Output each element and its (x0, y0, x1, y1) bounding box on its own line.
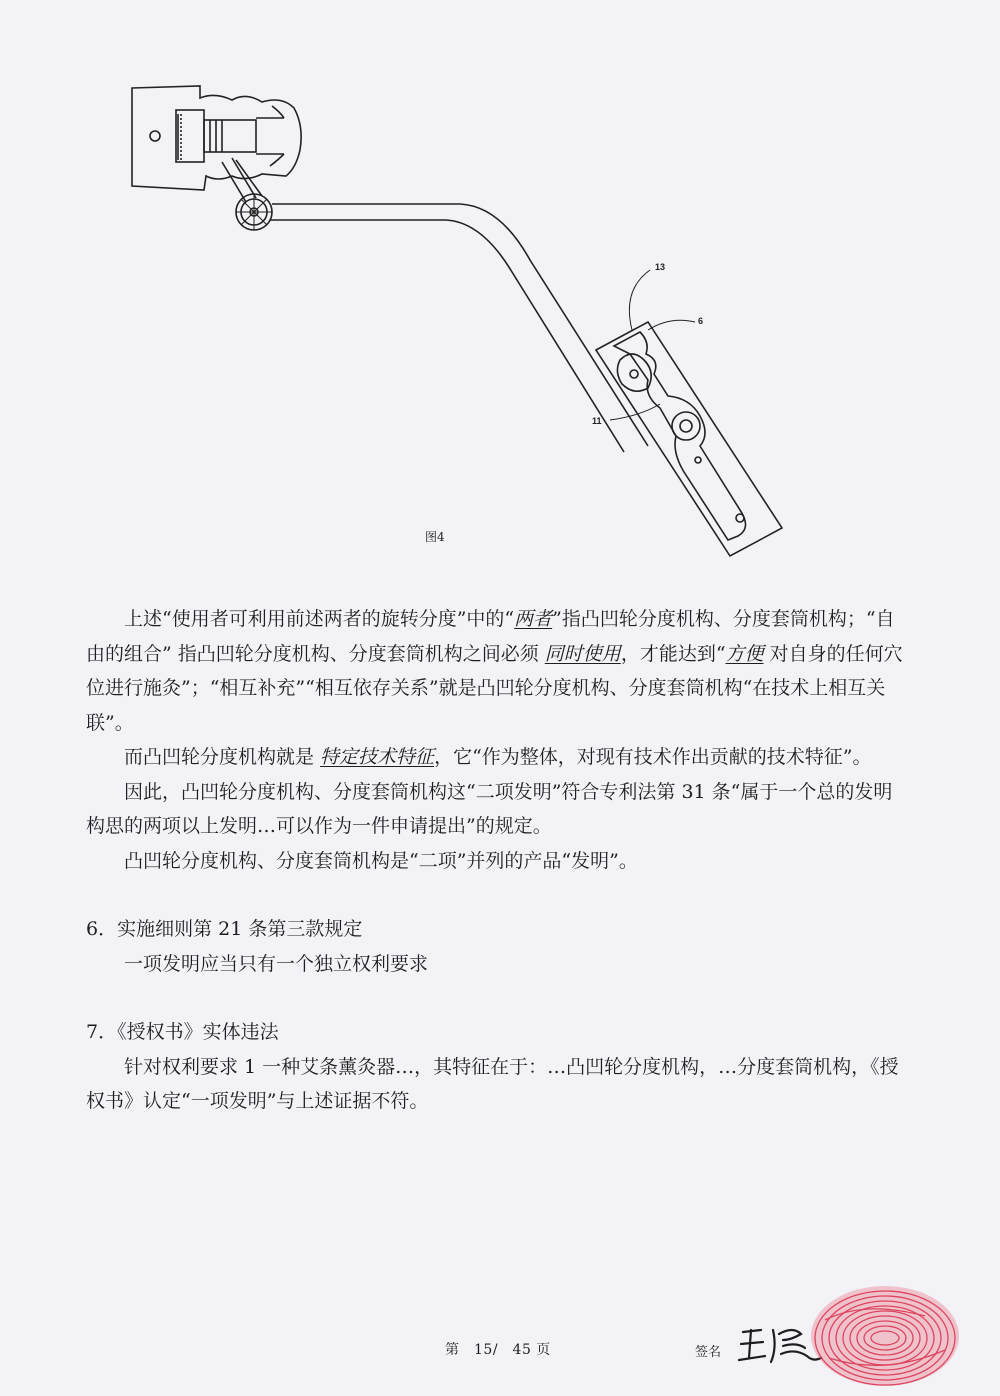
page-number: 第 15/ 45 页 (445, 1342, 551, 1358)
paragraph-2 (86, 740, 906, 775)
emphasis-term: 同时使用 (544, 642, 621, 665)
text-run: 对自身的任何穴位进行施灸”；“相互补充”“相互依存关系”就是凸凹轮分度机构、分度套筒机构“在技术上相互关联”。 (86, 642, 903, 734)
section-heading-7: 7．《授权书》实体违法 (86, 1021, 279, 1043)
paragraph-4: 凸凹轮分度机构、分度套筒机构是“二项”并列的产品“发明”。 (124, 849, 638, 872)
text-run: 上述“使用者可利用前述两者的旋转分度”中的“ (124, 608, 515, 630)
emphasis-term: 两者 (514, 608, 553, 630)
emphasis-term: 特定技术特征 (320, 746, 435, 768)
paragraph-1 (86, 602, 906, 740)
emphasis-term: 方便 (725, 642, 764, 665)
fingerprint-stamp (805, 1280, 965, 1390)
section-heading-6: 6．实施细则第 21 条第三款规定 (86, 918, 363, 940)
text-run: ，它“作为整体，对现有技术作出贡献的技术特征”。 (434, 746, 872, 768)
head-hole (150, 131, 160, 141)
signature-label: 签名 (695, 1345, 722, 1360)
paragraph-6: 针对权利要求 1 一种艾条薰灸器…，其特征在于：…凸凹轮分度机构，…分度套筒机构，《授权书》认定“一项发明”与上述证据不符。 (86, 1055, 899, 1112)
figure-4-drawing (120, 70, 800, 570)
body-text (86, 602, 906, 1119)
text-run: 而凸凹轮分度机构就是 (124, 746, 321, 768)
label-13: 13 (655, 262, 666, 272)
sleeve-core (204, 120, 256, 152)
paragraph-5: 一项发明应当只有一个独立权利要求 (124, 952, 429, 975)
paragraph-3: 因此，凸凹轮分度机构、分度套筒机构这“二项发明”符合专利法第 31 条“属于一个总的发明构思的两项以上发明…可以作为一件申请提出”的规定。 (86, 780, 893, 837)
text-run: ，才能达到“ (620, 642, 726, 665)
text-run: ”指凸凹轮分度机构、分度套筒机构；“自由的组合” 指凸凹轮分度机构、分度套筒机构之间必须 (86, 608, 895, 665)
support-arm (272, 204, 648, 446)
label-11: 11 (592, 416, 602, 426)
figure-caption: 图4 (425, 530, 445, 544)
label-6: 6 (698, 316, 704, 326)
